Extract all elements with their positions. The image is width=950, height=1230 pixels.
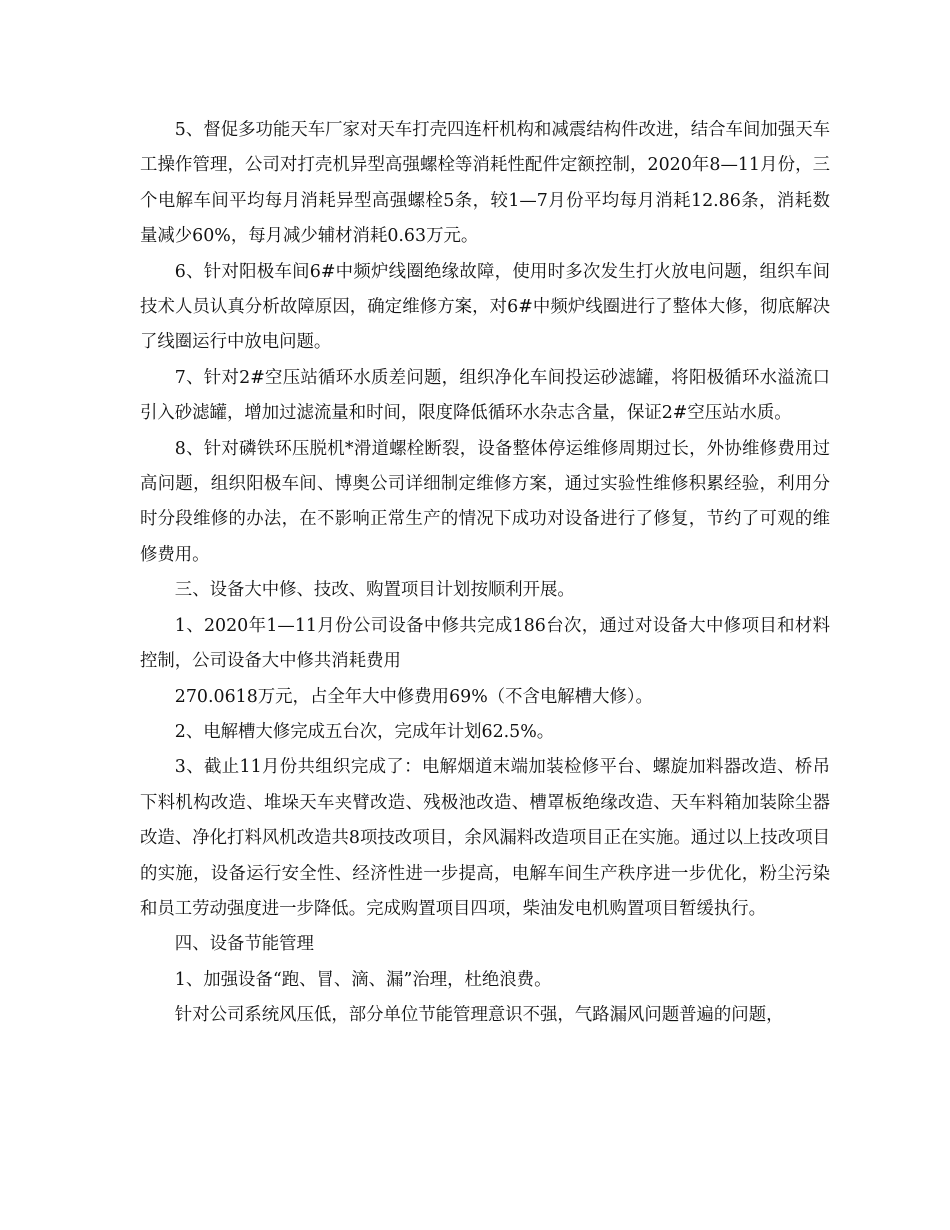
paragraph-energy-1: 1、加强设备“跑、冒、滴、漏”治理，杜绝浪费。 — [174, 969, 552, 990]
section-heading-4: 四、设备节能管理 — [174, 934, 314, 955]
paragraph-overhaul-3: 3、截止11月份共组织完成了：电解烟道末端加装检修平台、螺旋加料器改造、桥吊下料机构改造、堆垛天车夹臂改造、残极池改造、槽罩板绝缘改造、天车料箱加装除尘器改造、净化打料风机改造共8项技改项目，余风漏料改造项目正在实施。通过以上技改项目的实施，设备运行安全性、经济性进一步提高，电解车间生产秩序进一步优化，粉尘污染和员工劳动强度进一步降低。完成购置项目四项，柴油发电机购置项目暂缓执行。 — [140, 757, 830, 919]
paragraph-item-7: 7、针对2#空压站循环水质差问题，组织净化车间投运砂滤罐，将阳极循环水溢流口引入砂滤罐，增加过滤流量和时间，限度降低循环水杂志含量，保证2#空压站水质。 — [140, 367, 830, 424]
paragraph-energy-text: 针对公司系统风压低，部分单位节能管理意识不强，气路漏风问题普遍的问题， — [174, 1005, 784, 1026]
paragraph-overhaul-1-cost: 270.0618万元，占全年大中修费用69%（不含电解槽大修）。 — [174, 686, 653, 707]
document-body — [140, 113, 830, 1034]
paragraph-item-6: 6、针对阳极车间6#中频炉线圈绝缘故障，使用时多次发生打火放电问题，组织车间技术人员认真分析故障原因，确定维修方案，对6#中频炉线圈进行了整体大修，彻底解决了线圈运行中放电问题。 — [140, 261, 830, 353]
paragraph-overhaul-2: 2、电解槽大修完成五台次，完成年计划62.5%。 — [174, 721, 555, 742]
paragraph-item-5: 5、督促多功能天车厂家对天车打壳四连杆机构和减震结构件改进，结合车间加强天车工操作管理，公司对打壳机异型高强螺栓等消耗性配件定额控制，2020年8—11月份，三个电解车间平均每月消耗异型高强螺栓5条，较1—7月份平均每月消耗12.86条，消耗数量减少60%，每月减少辅材消耗0.63万元。 — [140, 120, 830, 247]
paragraph-overhaul-1: 1、2020年1—11月份公司设备中修共完成186台次，通过对设备大中修项目和材料控制，公司设备大中修共消耗费用 — [140, 615, 830, 672]
section-heading-3: 三、设备大中修、技改、购置项目计划按顺利开展。 — [174, 580, 575, 601]
paragraph-item-8: 8、针对磷铁环压脱机*滑道螺栓断裂，设备整体停运维修周期过长，外协维修费用过高问题，组织阳极车间、博奥公司详细制定维修方案，通过实验性维修积累经验，利用分时分段维修的办法，在不影响正常生产的情况下成功对设备进行了修复，节约了可观的维修费用。 — [140, 438, 830, 565]
